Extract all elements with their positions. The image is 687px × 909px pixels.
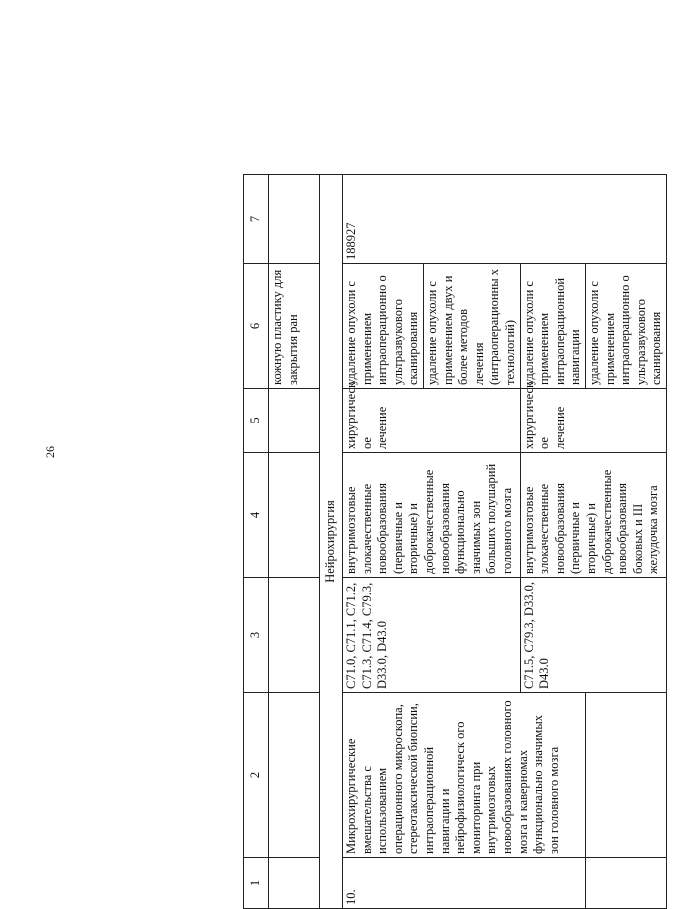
header-cell: 3	[244, 578, 269, 693]
continued-row	[269, 175, 320, 909]
header-cell: 7	[244, 175, 269, 264]
empty-cell	[269, 858, 320, 909]
method-cell: удаление опухоли с применением интраоперационно о ультразвукового сканирования	[585, 264, 666, 389]
table-row	[343, 175, 424, 909]
procedure-name: Микрохирургические вмешательства с использованием операционного микроскопа, стереотаксической биопсии, интраоперационной навигации и нейрофизиологическ ого мониторинга при внутримозговых новообразованиях головного мозга и каверномах функционально значимых зон головного мозга	[343, 693, 586, 858]
treatment-type: хирургическ ое лечение	[343, 389, 521, 453]
page-number: 26	[43, 446, 57, 458]
section-row	[320, 175, 343, 909]
header-cell: 6	[244, 264, 269, 389]
method-cell: удаление опухоли с применением интраоперационно о ультразвукового сканирования	[343, 264, 424, 389]
patient-model: внутримозговые злокачественные новообразования (первичные и вторичные) и доброкачественные новообразования функционально значимых зон больших полушарий головного мозга	[343, 453, 521, 578]
empty-cell	[269, 175, 320, 264]
empty-cell	[269, 389, 320, 453]
icd-codes: C71.0, C71.1, C71.2, C71.3, C71.4, C79.3, D33.0, D43.0	[343, 578, 521, 693]
patient-model: внутримозговые злокачественные новообразования (первичные и вторичные) и доброкачественные новообразования боковых и III желудочка мозга	[520, 453, 666, 578]
price-cell: 188927	[343, 175, 667, 264]
empty-cell	[269, 693, 320, 858]
header-cell: 1	[244, 858, 269, 909]
empty-cell	[585, 858, 666, 909]
header-row	[244, 175, 269, 909]
method-cell: удаление опухоли с применением двух и более методов лечения (интраоперационны х технологий)	[423, 264, 520, 389]
header-cell: 5	[244, 389, 269, 453]
method-cell: кожную пластику для закрытия ран	[269, 264, 320, 389]
row-number: 10.	[343, 858, 586, 909]
empty-cell	[585, 693, 666, 858]
header-cell: 4	[244, 453, 269, 578]
rotated-table-frame	[243, 175, 687, 909]
header-cell: 2	[244, 693, 269, 858]
empty-cell	[269, 578, 320, 693]
section-title: Нейрохирургия	[320, 175, 343, 909]
empty-cell	[269, 453, 320, 578]
treatment-type: хирургическ ое лечение	[520, 389, 666, 453]
method-cell: удаление опухоли с применением интраоперационной навигации	[520, 264, 585, 389]
medical-procedures-table	[243, 174, 667, 909]
icd-codes: C71.5, C79.3, D33.0, D43.0	[520, 578, 666, 693]
